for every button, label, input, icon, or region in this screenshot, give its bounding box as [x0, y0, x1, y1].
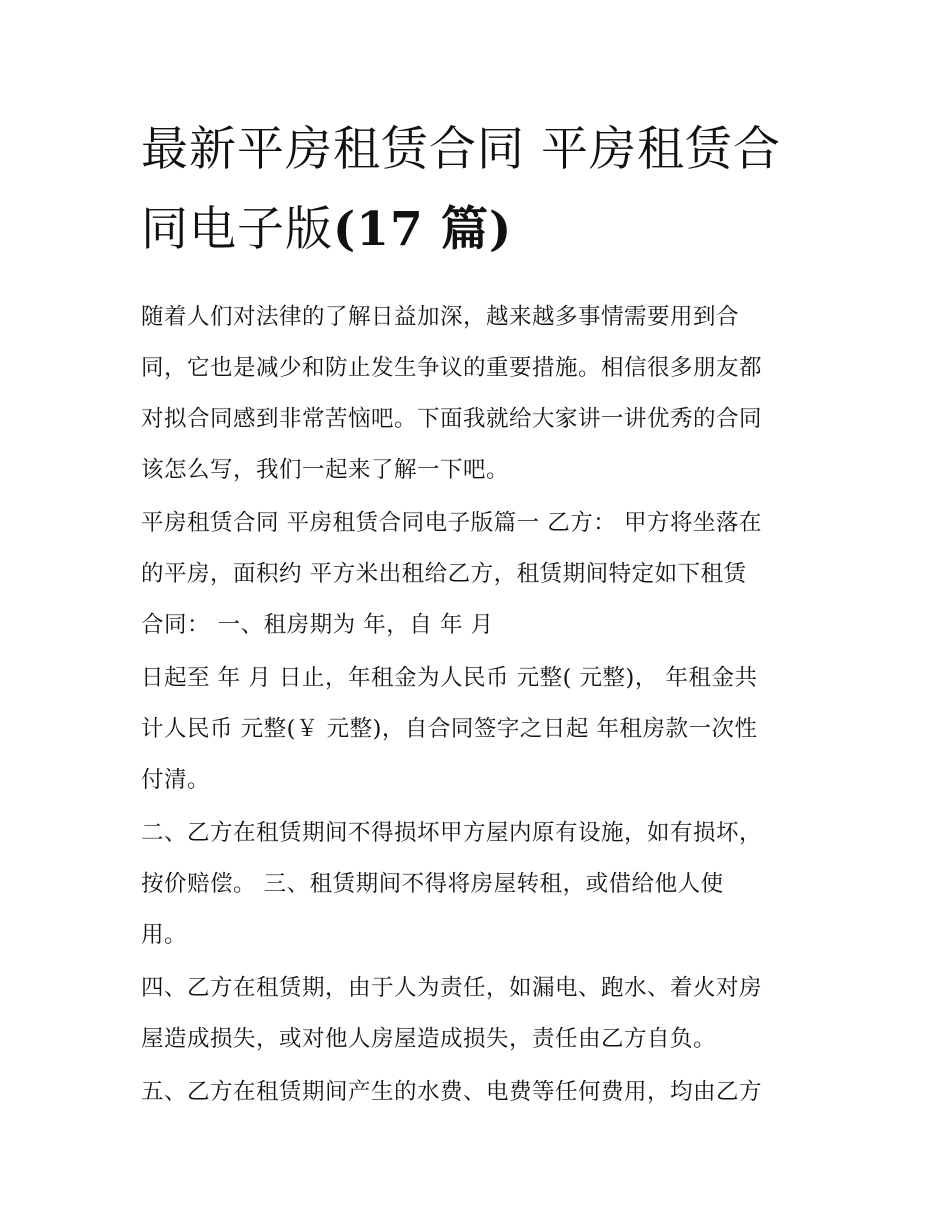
- title-text: 同电子版: [141, 202, 333, 257]
- paragraph-line: 按价赔偿。 三、租赁期间不得将房屋转租，或借给他人使: [141, 871, 724, 897]
- paragraph-clause-5: [141, 1067, 821, 1118]
- document-title: [141, 110, 821, 270]
- title-line-2: [141, 190, 821, 270]
- title-count: (17 篇): [333, 202, 513, 257]
- paragraph-line: 的平房，面积约 平方米出租给乙方，租赁期间特定如下租赁: [141, 561, 747, 587]
- title-line-1: 最新平房租赁合同 平房租赁合: [141, 122, 781, 177]
- paragraph-line: 四、乙方在租赁期，由于人为责任，如漏电、跑水、着火对房: [141, 975, 763, 1001]
- paragraph-line: 平房租赁合同 平房租赁合同电子版篇一 乙方： 甲方将坐落在: [141, 510, 762, 536]
- paragraph-contract-header: [141, 498, 821, 651]
- paragraph-line: 屋造成损失，或对他人房屋造成损失，责任由乙方自负。: [141, 1026, 717, 1052]
- paragraph-clause-4: [141, 963, 821, 1065]
- document-page: [141, 110, 821, 1120]
- paragraph-line: 随着人们对法律的了解日益加深，越来越多事情需要用到合: [141, 304, 740, 330]
- paragraph-line: 日起至 年 月 日止，年租金为人民币 元整( 元整)， 年租金共: [141, 665, 758, 691]
- document-body: [141, 292, 821, 1118]
- paragraph-line: 计人民币 元整(￥ 元整)，自合同签字之日起 年租房款一次性: [141, 716, 758, 742]
- paragraph-intro: [141, 292, 821, 496]
- paragraph-line: 二、乙方在租赁期间不得损坏甲方屋内原有设施，如有损坏，: [141, 820, 763, 846]
- paragraph-line: 同，它也是减少和防止发生争议的重要措施。相信很多朋友都: [141, 355, 763, 381]
- paragraph-line: 该怎么写，我们一起来了解一下吧。: [141, 457, 510, 483]
- paragraph-line: 对拟合同感到非常苦恼吧。下面我就给大家讲一讲优秀的合同: [141, 406, 763, 432]
- paragraph-rent-terms: [141, 653, 821, 806]
- paragraph-line: 用。: [141, 922, 188, 948]
- paragraph-line: 付清。: [141, 767, 211, 793]
- paragraph-clause-2-3: [141, 808, 821, 961]
- paragraph-line: 合同： 一、租房期为 年，自 年 月: [141, 612, 494, 638]
- paragraph-line: 五、乙方在租赁期间产生的水费、电费等任何费用，均由乙方: [141, 1079, 763, 1105]
